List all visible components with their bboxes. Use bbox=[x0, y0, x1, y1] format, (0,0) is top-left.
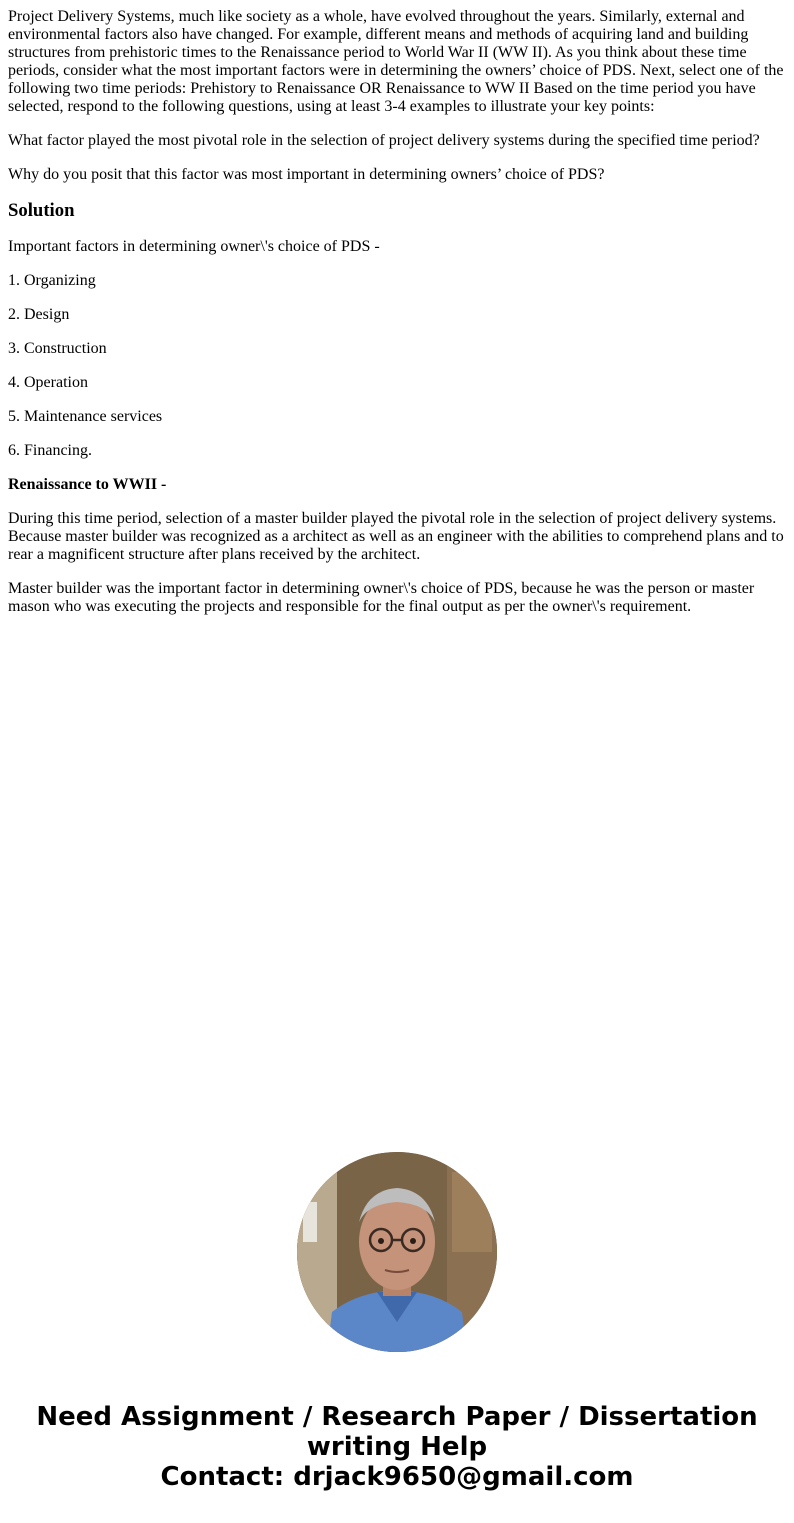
period-heading: Renaissance to WWII - bbox=[8, 476, 167, 493]
promo-section bbox=[0, 1152, 794, 1492]
factor-item: 5. Maintenance services bbox=[8, 408, 163, 425]
factor-item: 2. Design bbox=[8, 306, 70, 323]
question-1: What factor played the most pivotal role in the selection of project delivery systems during the specified time period? bbox=[8, 132, 760, 149]
factor-item: 4. Operation bbox=[8, 374, 88, 391]
question-intro: Project Delivery Systems, much like society as a whole, have evolved throughout the years. Similarly, external and environmental factors also have changed. For example, different means and methods of acquiring land and building structures from prehistoric times to the Renaissance period to World War II (WW II). As you think about these time periods, consider what the most important factors were in determining the owners’ choice of PDS. Next, select one of the following two time periods: Prehistory to Renaissance OR Renaissance to WW II Based on the time period you have selected, respond to the following questions, using at least 3-4 examples to illustrate your key points: bbox=[8, 8, 784, 115]
promo-message bbox=[0, 1402, 794, 1492]
factor-item: 6. Financing. bbox=[8, 442, 92, 459]
solution-paragraph-1: During this time period, selection of a master builder played the pivotal role in the selection of project delivery systems. Because master builder was recognized as a architect as well as an engineer with the abilities to comprehend plans and to rear a magnificent structure after plans received by the architect. bbox=[8, 510, 784, 563]
question-2: Why do you posit that this factor was most important in determining owners’ choice of PDS? bbox=[8, 166, 605, 183]
promo-contact: Contact: drjack9650@gmail.com bbox=[160, 1462, 634, 1492]
promo-line-1: Need Assignment / Research Paper / Dissertation bbox=[36, 1402, 758, 1432]
document-body bbox=[0, 0, 794, 616]
factors-intro: Important factors in determining owner\'s choice of PDS - bbox=[8, 238, 380, 255]
solution-heading: Solution bbox=[8, 200, 75, 221]
factor-item: 1. Organizing bbox=[8, 272, 96, 289]
avatar bbox=[297, 1152, 497, 1352]
factor-item: 3. Construction bbox=[8, 340, 107, 357]
solution-paragraph-2: Master builder was the important factor in determining owner\'s choice of PDS, because he was the person or master mason who was executing the projects and responsible for the final output as per the owner\'s requirement. bbox=[8, 580, 755, 615]
promo-line-2: writing Help bbox=[306, 1432, 488, 1462]
